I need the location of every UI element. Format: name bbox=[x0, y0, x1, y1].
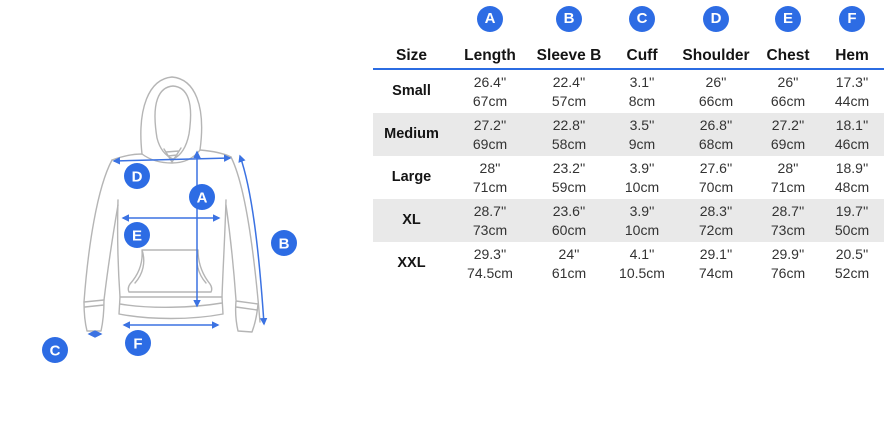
value-inches: 19.7'' bbox=[835, 203, 869, 219]
measurement-cell bbox=[530, 113, 608, 156]
measurement-cell bbox=[450, 156, 530, 199]
value-cm: 66cm bbox=[770, 92, 806, 109]
column-marker-cell bbox=[676, 0, 756, 44]
marker-spacer bbox=[373, 0, 450, 44]
value-cm: 68cm bbox=[698, 135, 734, 152]
column-marker-d: D bbox=[703, 6, 729, 32]
value-cm: 50cm bbox=[834, 221, 870, 238]
value-cm: 46cm bbox=[834, 135, 870, 152]
value-cm: 73cm bbox=[770, 221, 806, 238]
value-cm: 73cm bbox=[472, 221, 508, 238]
hood-outline bbox=[141, 77, 202, 154]
value-cm: 10cm bbox=[624, 221, 660, 238]
measurement-cell bbox=[676, 242, 756, 285]
table-row-small bbox=[373, 69, 884, 113]
body-sides bbox=[118, 200, 226, 297]
right-sleeve bbox=[226, 157, 260, 322]
value-inches: 3.5'' bbox=[629, 117, 655, 133]
measure-arrow-b bbox=[240, 156, 264, 324]
measurement-cell bbox=[820, 113, 884, 156]
value-cm: 44cm bbox=[834, 92, 870, 109]
marker-e bbox=[124, 222, 150, 248]
column-marker-b: B bbox=[556, 6, 582, 32]
hoodie-drawing bbox=[84, 77, 260, 332]
value-cm: 67cm bbox=[472, 92, 508, 109]
value-cm: 52cm bbox=[834, 264, 870, 281]
measurement-cell bbox=[756, 156, 820, 199]
value-inches: 22.4'' bbox=[552, 74, 586, 90]
measurement-cell bbox=[450, 199, 530, 242]
value-cm: 8cm bbox=[628, 92, 656, 109]
value-cm: 57cm bbox=[551, 92, 587, 109]
column-header-row bbox=[373, 44, 884, 69]
column-marker-cell bbox=[530, 0, 608, 44]
value-cm: 69cm bbox=[472, 135, 508, 152]
value-inches: 28.3'' bbox=[699, 203, 733, 219]
value-inches: 26'' bbox=[705, 74, 727, 90]
measurement-cell bbox=[530, 199, 608, 242]
value-inches: 3.9'' bbox=[629, 203, 655, 219]
measurement-cell bbox=[756, 69, 820, 113]
marker-d-letter: D bbox=[131, 168, 143, 186]
value-inches: 26'' bbox=[777, 74, 799, 90]
size-label: XXL bbox=[397, 255, 426, 272]
right-cuff bbox=[236, 301, 258, 332]
hem-band bbox=[119, 297, 223, 319]
value-cm: 70cm bbox=[698, 178, 734, 195]
value-cm: 10cm bbox=[624, 178, 660, 195]
marker-b-letter: B bbox=[278, 235, 290, 253]
column-header-hem: Hem bbox=[820, 44, 884, 69]
table-row-large bbox=[373, 156, 884, 199]
column-header-cuff: Cuff bbox=[608, 44, 676, 69]
value-cm: 48cm bbox=[834, 178, 870, 195]
value-cm: 60cm bbox=[551, 221, 587, 238]
table-row-medium bbox=[373, 113, 884, 156]
value-inches: 28.7'' bbox=[473, 203, 507, 219]
value-cm: 9cm bbox=[628, 135, 656, 152]
measurement-cell bbox=[820, 199, 884, 242]
value-cm: 58cm bbox=[551, 135, 587, 152]
table-row-xxl bbox=[373, 242, 884, 285]
measurement-cell bbox=[820, 156, 884, 199]
value-inches: 18.9'' bbox=[835, 160, 869, 176]
marker-a bbox=[189, 184, 215, 210]
measurement-cell bbox=[676, 156, 756, 199]
size-label: Small bbox=[392, 83, 431, 100]
marker-a-letter: A bbox=[196, 189, 208, 207]
value-inches: 28'' bbox=[777, 160, 799, 176]
measurement-cell bbox=[608, 199, 676, 242]
column-marker-f: F bbox=[839, 6, 865, 32]
marker-e-letter: E bbox=[131, 227, 143, 245]
column-marker-cell bbox=[450, 0, 530, 44]
size-label: Large bbox=[391, 169, 432, 186]
value-cm: 69cm bbox=[770, 135, 806, 152]
value-inches: 22.8'' bbox=[552, 117, 586, 133]
value-inches: 3.9'' bbox=[629, 160, 655, 176]
value-inches: 29.3'' bbox=[473, 246, 507, 262]
value-inches: 24'' bbox=[558, 246, 580, 262]
value-inches: 20.5'' bbox=[835, 246, 869, 262]
value-inches: 4.1'' bbox=[629, 246, 655, 262]
column-header-sleeve: Sleeve B bbox=[530, 44, 608, 69]
value-cm: 71cm bbox=[472, 178, 508, 195]
measurement-cell bbox=[756, 113, 820, 156]
value-inches: 28.7'' bbox=[771, 203, 805, 219]
value-inches: 17.3'' bbox=[835, 74, 869, 90]
value-inches: 26.4'' bbox=[473, 74, 507, 90]
column-marker-a: A bbox=[477, 6, 503, 32]
value-inches: 29.1'' bbox=[699, 246, 733, 262]
column-marker-cell bbox=[756, 0, 820, 44]
value-inches: 23.6'' bbox=[552, 203, 586, 219]
value-inches: 23.2'' bbox=[552, 160, 586, 176]
measurement-cell bbox=[676, 199, 756, 242]
measurement-cell bbox=[450, 69, 530, 113]
column-header-shoulder: Shoulder bbox=[676, 44, 756, 69]
value-inches: 28'' bbox=[479, 160, 501, 176]
value-cm: 74.5cm bbox=[467, 264, 513, 281]
measurement-cell bbox=[676, 113, 756, 156]
size-label: XL bbox=[402, 212, 421, 229]
column-header-chest: Chest bbox=[756, 44, 820, 69]
value-inches: 29.9'' bbox=[771, 246, 805, 262]
value-cm: 10.5cm bbox=[619, 264, 665, 281]
table-row-xl bbox=[373, 199, 884, 242]
measurement-cell bbox=[820, 242, 884, 285]
measurement-cell bbox=[608, 69, 676, 113]
measurement-cell bbox=[608, 156, 676, 199]
column-marker-e: E bbox=[775, 6, 801, 32]
measurement-cell bbox=[676, 69, 756, 113]
value-cm: 74cm bbox=[698, 264, 734, 281]
marker-c-letter: C bbox=[49, 342, 61, 360]
size-chart-table bbox=[373, 0, 884, 285]
marker-c bbox=[42, 337, 68, 363]
value-inches: 26.8'' bbox=[699, 117, 733, 133]
measurement-cell bbox=[530, 156, 608, 199]
measurement-cell bbox=[530, 242, 608, 285]
marker-d bbox=[124, 163, 150, 189]
value-inches: 3.1'' bbox=[629, 74, 655, 90]
value-cm: 59cm bbox=[551, 178, 587, 195]
measurement-cell bbox=[450, 113, 530, 156]
column-marker-cell bbox=[608, 0, 676, 44]
measurement-cell bbox=[756, 242, 820, 285]
marker-f-letter: F bbox=[133, 335, 143, 353]
value-cm: 72cm bbox=[698, 221, 734, 238]
measurement-cell bbox=[608, 113, 676, 156]
pocket bbox=[128, 250, 211, 292]
marker-f bbox=[125, 330, 151, 356]
measurement-cell bbox=[450, 242, 530, 285]
column-marker-c: C bbox=[629, 6, 655, 32]
hood-opening bbox=[155, 86, 191, 159]
value-inches: 27.6'' bbox=[699, 160, 733, 176]
value-cm: 61cm bbox=[551, 264, 587, 281]
value-inches: 27.2'' bbox=[473, 117, 507, 133]
value-inches: 18.1'' bbox=[835, 117, 869, 133]
hoodie-size-diagram bbox=[0, 0, 360, 430]
value-inches: 27.2'' bbox=[771, 117, 805, 133]
column-marker-cell bbox=[820, 0, 884, 44]
size-label: Medium bbox=[384, 126, 439, 143]
value-cm: 66cm bbox=[698, 92, 734, 109]
value-cm: 71cm bbox=[770, 178, 806, 195]
left-sleeve bbox=[84, 160, 118, 302]
column-marker-row bbox=[373, 0, 884, 44]
column-header-length: Length bbox=[450, 44, 530, 69]
marker-b bbox=[271, 230, 297, 256]
measurement-cell bbox=[530, 69, 608, 113]
value-cm: 76cm bbox=[770, 264, 806, 281]
measurement-cell bbox=[756, 199, 820, 242]
measurement-cell bbox=[820, 69, 884, 113]
left-cuff bbox=[84, 300, 104, 331]
column-header-size: Size bbox=[373, 44, 450, 69]
measurement-cell bbox=[608, 242, 676, 285]
